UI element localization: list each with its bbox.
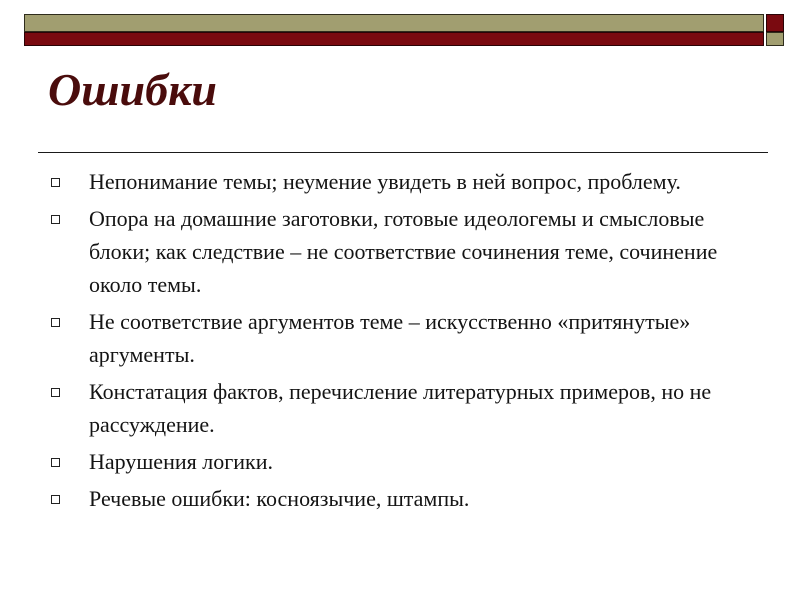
hollow-square-icon (51, 458, 60, 467)
bullet-text: Нарушения логики. (89, 449, 273, 474)
hollow-square-icon (51, 388, 60, 397)
title-divider (38, 152, 768, 153)
bullet-text: Речевые ошибки: косноязычие, штампы. (89, 486, 470, 511)
bullet-item (48, 202, 738, 301)
bullet-text: Опора на домашние заготовки, готовые идеологемы и смысловые блоки; как следствие – не соответствие сочинения теме, сочинение около темы. (89, 206, 718, 297)
slide-title: Ошибки (48, 64, 217, 115)
hollow-square-icon (51, 318, 60, 327)
bullet-text: Непонимание темы; неумение увидеть в ней вопрос, проблему. (89, 169, 681, 194)
header-olive-square (766, 32, 784, 46)
bullet-item (48, 305, 738, 371)
bullet-text: Не соответствие аргументов теме – искусственно «притянутые» аргументы. (89, 309, 691, 367)
hollow-square-icon (51, 495, 60, 504)
bullet-item (48, 482, 738, 515)
bullet-item (48, 375, 738, 441)
hollow-square-icon (51, 178, 60, 187)
bullet-item (48, 445, 738, 478)
bullet-text: Констатация фактов, перечисление литературных примеров, но не рассуждение. (89, 379, 712, 437)
bullet-list (48, 165, 738, 519)
header-red-bar (24, 32, 764, 46)
hollow-square-icon (51, 215, 60, 224)
header-red-square (766, 14, 784, 32)
bullet-item (48, 165, 738, 198)
header-olive-bar (24, 14, 764, 32)
